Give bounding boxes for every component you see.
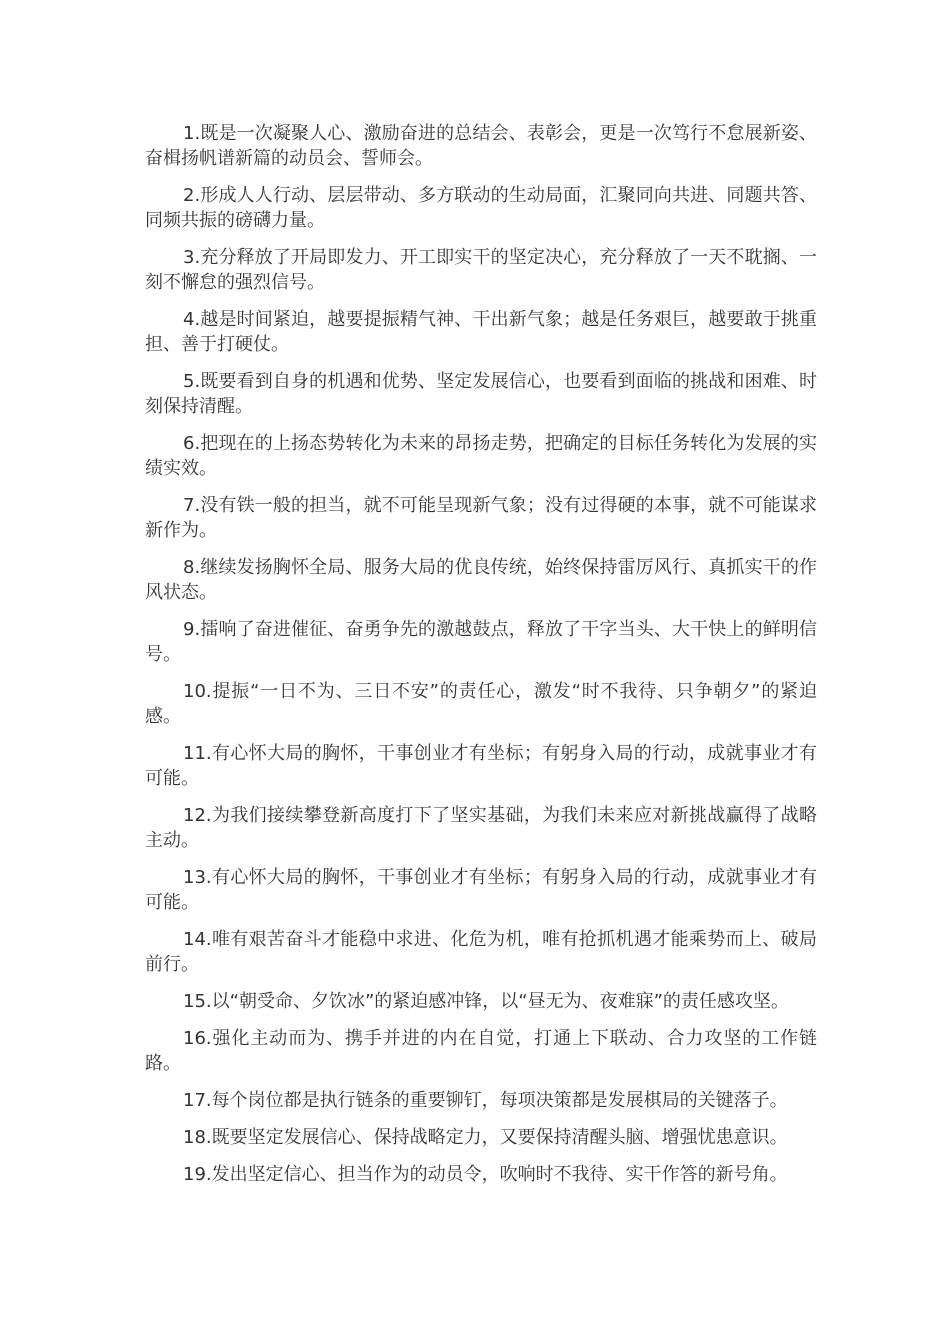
- paragraph-12: 12.为我们接续攀登新高度打下了坚实基础，为我们未来应对新挑战赢得了战略主动。: [145, 805, 817, 851]
- paragraph-17: 17.每个岗位都是执行链条的重要铆钉，每项决策都是发展棋局的关键落子。: [183, 1090, 788, 1111]
- paragraph-4: 4.越是时间紧迫，越要提振精气神、干出新气象；越是任务艰巨，越要敢于挑重担、善于打硬仗。: [145, 309, 817, 355]
- paragraph-11: 11.有心怀大局的胸怀，干事创业才有坐标；有躬身入局的行动，成就事业才有可能。: [145, 743, 817, 789]
- document-body: [145, 121, 817, 1199]
- paragraph-2: 2.形成人人行动、层层带动、多方联动的生动局面，汇聚同向共进、同题共答、同频共振的磅礴力量。: [145, 185, 817, 231]
- paragraph-18: 18.既要坚定发展信心、保持战略定力，又要保持清醒头脑、增强忧患意识。: [183, 1127, 788, 1148]
- paragraph-6: 6.把现在的上扬态势转化为未来的昂扬走势，把确定的目标任务转化为发展的实绩实效。: [145, 433, 817, 479]
- paragraph-5: 5.既要看到自身的机遇和优势、坚定发展信心，也要看到面临的挑战和困难、时刻保持清醒。: [145, 371, 817, 417]
- paragraph-3: 3.充分释放了开局即发力、开工即实干的坚定决心，充分释放了一天不耽搁、一刻不懈怠的强烈信号。: [145, 247, 817, 293]
- paragraph-13: 13.有心怀大局的胸怀，干事创业才有坐标；有躬身入局的行动，成就事业才有可能。: [145, 867, 817, 913]
- paragraph-15: 15.以“朝受命、夕饮冰”的紧迫感冲锋，以“昼无为、夜难寐”的责任感攻坚。: [183, 991, 789, 1012]
- paragraph-10: 10.提振“一日不为、三日不安”的责任心，激发“时不我待、只争朝夕”的紧迫感。: [145, 681, 817, 727]
- paragraph-7: 7.没有铁一般的担当，就不可能呈现新气象；没有过得硬的本事，就不可能谋求新作为。: [145, 495, 817, 541]
- paragraph-9: 9.擂响了奋进催征、奋勇争先的激越鼓点，释放了干字当头、大干快上的鲜明信号。: [145, 619, 817, 665]
- paragraph-8: 8.继续发扬胸怀全局、服务大局的优良传统，始终保持雷厉风行、真抓实干的作风状态。: [145, 557, 817, 603]
- paragraph-19: 19.发出坚定信心、担当作为的动员令，吹响时不我待、实干作答的新号角。: [183, 1164, 788, 1185]
- paragraph-14: 14.唯有艰苦奋斗才能稳中求进、化危为机，唯有抢抓机遇才能乘势而上、破局前行。: [145, 929, 817, 975]
- paragraph-16: 16.强化主动而为、携手并进的内在自觉，打通上下联动、合力攻坚的工作链路。: [145, 1028, 817, 1074]
- paragraph-1: 1.既是一次凝聚人心、激励奋进的总结会、表彰会，更是一次笃行不怠展新姿、奋楫扬帆谱新篇的动员会、誓师会。: [145, 123, 817, 169]
